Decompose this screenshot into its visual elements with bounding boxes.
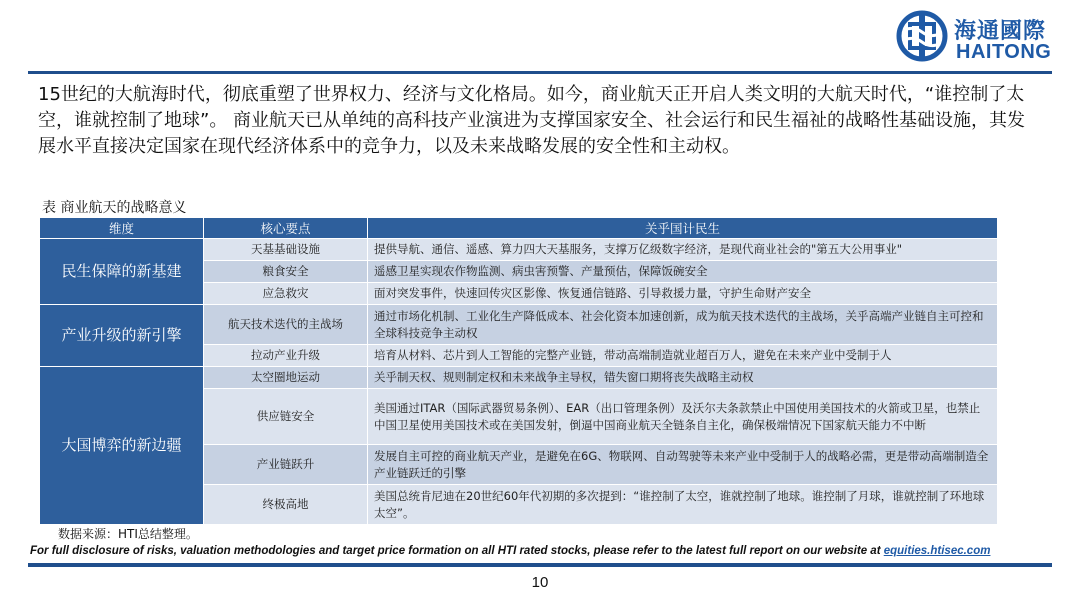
- value-cell: 面对突发事件，快速回传灾区影像、恢复通信链路、引导救援力量，守护生命财产安全: [368, 283, 998, 305]
- logo-name-cn: 海通國際: [954, 19, 1047, 44]
- header-livelihood: 关乎国计民生: [368, 218, 998, 239]
- value-cell: 提供导航、通信、遥感、算力四大天基服务，支撑万亿级数字经济，是现代商业社会的"第五大公用事业": [368, 239, 998, 261]
- website-link[interactable]: equities.htisec.com: [883, 545, 991, 557]
- table-header-row: [40, 218, 998, 239]
- table-row: [40, 367, 998, 389]
- haitong-logo: [896, 8, 1056, 68]
- value-cell: 美国通过ITAR（国际武器贸易条例）、EAR（出口管理条例）及沃尔夫条款禁止中国使用美国技术的火箭或卫星，也禁止中国卫星使用美国技术或在美国发射，倒逼中国商业航天全链条自主化，确保极端情况下国家航天能力不中断: [368, 389, 998, 445]
- disclaimer-text: For full disclosure of risks, valuation methodologies and target price formation on all HTI rated stocks, please refer to the latest full report on our website at: [30, 545, 884, 557]
- value-cell: 关乎制天权、规则制定权和未来战争主导权，错失窗口期将丧失战略主动权: [368, 367, 998, 389]
- header-key-points: 核心要点: [204, 218, 368, 239]
- table-caption: 表 商业航天的战略意义: [42, 200, 187, 216]
- key-cell: 应急救灾: [204, 283, 368, 305]
- dimension-cell: 产业升级的新引擎: [40, 305, 204, 367]
- key-cell: 粮食安全: [204, 261, 368, 283]
- key-cell: 拉动产业升级: [204, 345, 368, 367]
- value-cell: 美国总统肯尼迪在20世纪60年代初期的多次提到：“谁控制了太空，谁就控制了地球。谁控制了月球，谁就控制了环地球太空”。: [368, 485, 998, 525]
- intro-paragraph: 15世纪的大航海时代，彻底重塑了世界权力、经济与文化格局。如今，商业航天正开启人类文明的大航天时代，“谁控制了太空，谁就控制了地球”。 商业航天已从单纯的高科技产业演进为支撑国家安全、社会运行和民生福祉的战略性基础设施，其发展水平直接决定国家在现代经济体系中的竞争力，以及未来战略发展的安全性和主动权。: [38, 84, 1026, 157]
- value-cell: 发展自主可控的商业航天产业，是避免在6G、物联网、自动驾驶等未来产业中受制于人的战略必需，更是带动高端制造全产业链跃迁的引擎: [368, 445, 998, 485]
- header-divider: [28, 71, 1052, 74]
- strategy-table: [39, 217, 998, 525]
- key-cell: 产业链跃升: [204, 445, 368, 485]
- dimension-cell: 民生保障的新基建: [40, 239, 204, 305]
- key-cell: 太空圈地运动: [204, 367, 368, 389]
- footer-divider: [28, 563, 1052, 567]
- table-row: [40, 239, 998, 261]
- haitong-emblem-icon: [896, 10, 948, 62]
- key-cell: 天基基础设施: [204, 239, 368, 261]
- value-cell: 遥感卫星实现农作物监测、病虫害预警、产量预估，保障饭碗安全: [368, 261, 998, 283]
- key-cell: 供应链安全: [204, 389, 368, 445]
- risk-disclaimer: [30, 545, 1060, 557]
- page-number: 10: [531, 574, 549, 591]
- key-cell: 终极高地: [204, 485, 368, 525]
- dimension-cell: 大国博弈的新边疆: [40, 367, 204, 525]
- table-row: [40, 305, 998, 345]
- key-cell: 航天技术迭代的主战场: [204, 305, 368, 345]
- data-source-note: 数据来源：HTI总结整理。: [58, 527, 198, 541]
- value-cell: 培育从材料、芯片到人工智能的完整产业链，带动高端制造就业超百万人，避免在未来产业中受制于人: [368, 345, 998, 367]
- header-dimension: 维度: [40, 218, 204, 239]
- logo-name-en: HAITONG: [956, 41, 1052, 63]
- value-cell: 通过市场化机制、工业化生产降低成本、社会化资本加速创新，成为航天技术迭代的主战场，关乎高端产业链自主可控和全球科技竞争主动权: [368, 305, 998, 345]
